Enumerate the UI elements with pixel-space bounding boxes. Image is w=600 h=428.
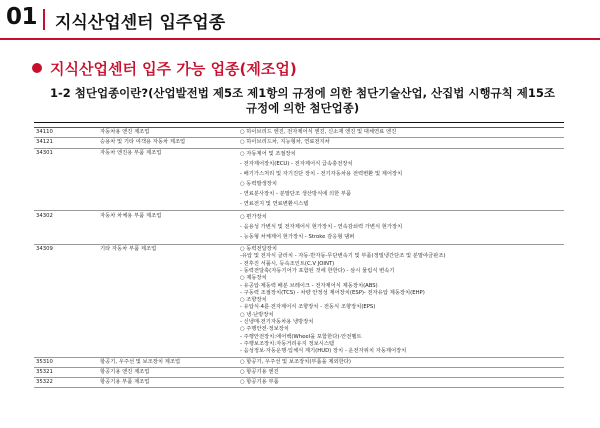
table-row (34, 138, 564, 148)
industry-code: 34309 (34, 244, 80, 357)
industry-code: 34110 (34, 128, 80, 138)
table-body (34, 123, 564, 388)
description-line: ○ 조향장치 (240, 297, 267, 304)
industry-name: 자동차용 엔진 제조업 (80, 128, 238, 138)
table-row (34, 357, 564, 367)
table-row (34, 244, 564, 357)
industry-description (238, 128, 564, 138)
description-line: ○ 동력발생장치 (240, 181, 278, 188)
description-line: - 유공압·제동력 배분 브레이크 - 전자제어식 제동장치(ABS) (240, 282, 378, 289)
description-line: - 전자제어장치(ECU) - 전자제어식 급속충전장치 (240, 161, 353, 168)
description-line: - 동력전달축(자동기어가 포함된 것에 한한다) - 삼시 물림식 변속기 (240, 268, 395, 274)
industry-code: 35321 (34, 367, 80, 377)
page-title: 지식산업센터 입주업종 (55, 13, 226, 33)
description-line: - 전후진 서플시, 등속조인트(C.V JOINT) (240, 260, 335, 267)
industry-description (238, 378, 564, 388)
description-line: - 신냉매·전기자동차용 냉방장치 (240, 319, 314, 326)
industry-description (238, 244, 564, 357)
industry-description (238, 211, 564, 244)
description-line: - 음용성 가변식 및 전자제어식 현가장치 - 연속감쇠력 가변식 현가장치 (240, 224, 403, 231)
table-row (34, 211, 564, 244)
description-line: -유압 및 전자식 클러치 - 자동·반자동·무단변속기 및 부품(정밀냉간단조 및 분말야금판조) (240, 253, 446, 260)
page-header (0, 0, 600, 40)
industry-name: 항공기, 우주선 및 보조장치 제조업 (80, 357, 238, 367)
description-line: ○ 하이브리드 엔진, 전자제어식 엔진, 신소재 엔진 및 대체연료 엔진 (240, 129, 397, 135)
description-line: ○ 동력전달장치 (240, 246, 278, 253)
description-line: ○ 주행안전·정보장치 (240, 326, 289, 333)
industry-name: 승용차 및 기타 여객용 자동차 제조업 (80, 138, 238, 148)
industry-name: 항공기용 엔진 제조업 (80, 367, 238, 377)
industry-name: 항공기용 부품 제조업 (80, 378, 238, 388)
description-line: - 주행안전장치:에어백(Wheel을 포함한다)·안전벨트 (240, 333, 362, 340)
description-line: ○ 편가장치 (240, 214, 267, 221)
industry-code: 34121 (34, 138, 80, 148)
title-divider (43, 9, 45, 30)
industry-code: 34301 (34, 148, 80, 211)
description-line: ○ 제동장치 (240, 275, 267, 282)
description-line: ○ 항공기, 우주선 및 보조장치(부품을 제외한다) (240, 358, 351, 365)
table-row (34, 378, 564, 388)
description-line: - 배기가스처리 및 자기진단 장치 - 전기자동차용 전력변환 및 제어장치 (240, 171, 403, 178)
description-line: - 연료분사장치 - 분말단조 생산방식에 의한 부품 (240, 190, 352, 197)
industry-name: 자동차 차체용 부품 제조업 (80, 211, 238, 244)
table-row (34, 148, 564, 211)
description-line: - 음성정보·자동운행·입체식 계기(HUD) 장치 - 운전자위치 자동제어장치 (240, 348, 407, 355)
description-line: - 주행보조장치:자동거리유지 정보시스템 (240, 340, 335, 347)
industry-code-table (34, 122, 564, 388)
industry-code: 35310 (34, 357, 80, 367)
subtitle-line-2: 규정에 의한 첨단업종) (245, 101, 360, 115)
description-line: - 능동형 차체제어 현가장치 - Stroke 감응형 댐퍼 (240, 234, 355, 241)
page-number: 01 (6, 4, 38, 30)
industry-description (238, 357, 564, 367)
description-line: ○ 항공기용 엔진 (240, 368, 279, 375)
header-rule (0, 38, 600, 40)
industry-name: 기타 자동차 부품 제조업 (80, 244, 238, 357)
section-heading-text: 지식산업센터 입주 가능 업종(제조업) (50, 60, 297, 78)
description-line: - 구동력 조절장치(TCS) - 차량 안정성 제어장치(ESP)- 전자유압 제동장치(EHP) (240, 289, 425, 296)
description-line: ○ 항공기용 부품 (240, 379, 279, 386)
description-line: ○ 자동제어 및 조절장치 (240, 151, 296, 158)
description-line: - 연료전지 및 연료변환시스템 (240, 200, 309, 207)
industry-description (238, 367, 564, 377)
subtitle (30, 86, 575, 116)
subtitle-line-1: 1-2 첨단업종이란?(산업발전법 제5조 제1항의 규정에 의한 첨단기술산업, 산집법 시행규칙 제15조 (49, 86, 556, 100)
industry-description (238, 138, 564, 148)
industry-code: 35322 (34, 378, 80, 388)
bullet-icon (32, 63, 42, 73)
industry-code: 34302 (34, 211, 80, 244)
description-line: ○ 냉·난방장치 (240, 311, 274, 318)
section-heading (32, 58, 297, 79)
table-row (34, 128, 564, 138)
industry-name: 자동차 엔진용 부품 제조업 (80, 148, 238, 211)
description-line: ○ 하이브리드차, 지능형차, 연료전지차 (240, 139, 330, 146)
table-row (34, 367, 564, 377)
industry-description (238, 148, 564, 211)
description-line: - 유압식·4륜·전자제어식 조향장치 - 전동식 조향장치(EPS) (240, 304, 376, 311)
